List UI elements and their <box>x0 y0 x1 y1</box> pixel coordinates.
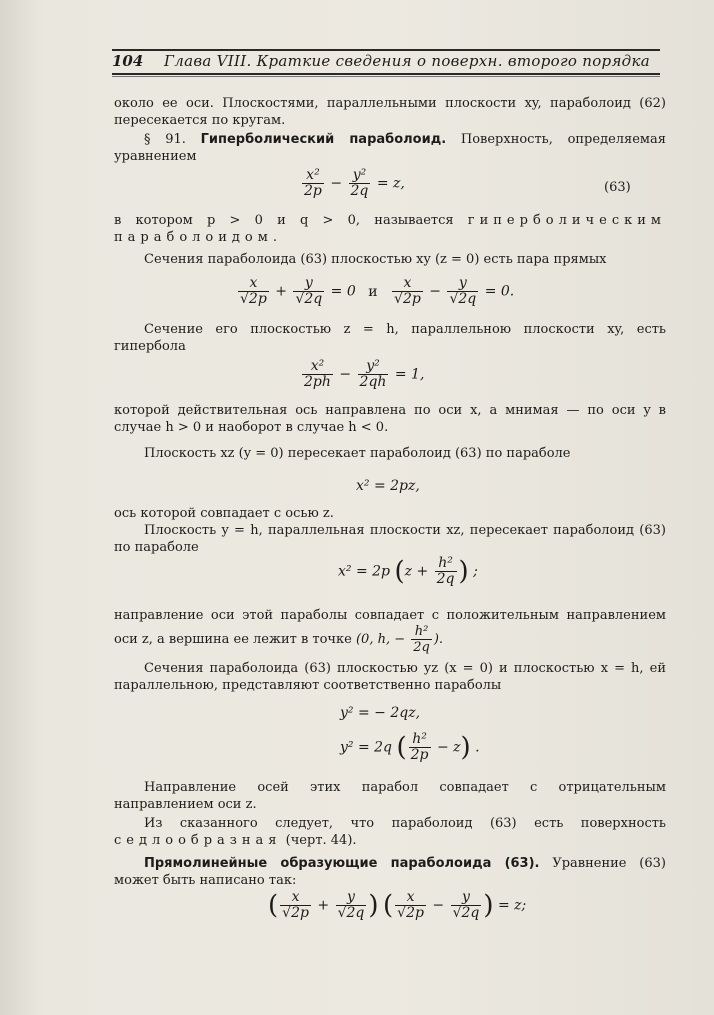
term-saddle: седлообразная <box>114 833 282 848</box>
equation-parabola-xz: x² = 2pz, <box>356 478 420 494</box>
equation-parabola-yz: y² = − 2qz, <box>340 705 421 721</box>
section-number: § 91. <box>144 132 186 147</box>
paragraph-14: Прямолинейные образующие параболоида (63). Уравнение (63) может быть написано так: <box>114 856 666 888</box>
paragraph-13: Из сказанного следует, что параболоид (63) есть поверхность седлообразная (черт. 44). <box>114 816 666 848</box>
section-title: Гиперболический параболоид. <box>200 132 447 147</box>
equation-hyperbola: $\frac{\text{x²}}{2ph}$ − $\frac{\text{y²}}{2qh}$ = 1, <box>304 358 425 390</box>
equation-parabola-xh: y² = 2q ( $\frac{\text{h²}}{2p}$ − z) . <box>340 731 480 763</box>
section-intro: Поверхность, определяемая уравнением <box>114 132 666 164</box>
paragraph-3: в котором p > 0 и q > 0, называется гиперболическим параболоидом. <box>114 213 666 245</box>
chapter-title: Глава VIII. Краткие сведения о поверхн. второго порядка <box>164 52 650 70</box>
paragraph-10: направление оси этой параболы совпадает с положительным направлением оси z, а вершина ее лежит в точке (0, h, − $\frac{\text{h²}}{2q}$ ). <box>114 608 666 655</box>
paragraph-5: Сечение его плоскостью z = h, параллельною плоскости xy, есть гипербола <box>114 322 666 354</box>
paragraph-7: Плоскость xz (y = 0) пересекает параболоид (63) по параболе <box>144 446 571 461</box>
subsection-title: Прямолинейные образующие параболоида (63). <box>144 856 540 871</box>
equation-factored: ( $\frac{x}{√2p}$ + $\frac{y}{√2q}$ ) ( $\frac{x}{√2p}$ − $\frac{y}{√2q}$ ) = z; <box>268 889 527 921</box>
paragraph-4: Сечения параболоида (63) плоскостью xy (z = 0) есть пара прямых <box>144 252 607 267</box>
equation-lines: $\frac{x}{√2p}$ + $\frac{y}{√2q}$ = 0 и $\frac{x}{√2p}$ − $\frac{y}{√2q}$ = 0. <box>240 275 515 307</box>
section-91-heading <box>114 131 666 165</box>
term-hyperbolic-paraboloid: гиперболическим параболоидом. <box>114 213 666 245</box>
equation-63: $\frac{\text{x²}}{2p}$ − $\frac{\text{y²}}{2q}$ = z, <box>304 167 405 199</box>
paragraph-11: Сечения параболоида (63) плоскостью yz (x = 0) и плоскостью x = h, ей параллельною, представляют соответственно параболы <box>114 661 666 693</box>
equation-number-63: (63) <box>604 180 631 195</box>
paragraph-1: около ее оси. Плоскостями, параллельными плоскости xy, параболоид (62) пересекается по кругам. <box>114 96 666 128</box>
equation-parabola-yh: x² = 2p (z + $\frac{\text{h²}}{2q}$ ) ; <box>338 555 478 587</box>
running-header <box>112 49 660 75</box>
paragraph-12: Направление осей этих парабол совпадает с отрицательным направлением оси z. <box>114 780 666 812</box>
paragraph-8: ось которой совпадает с осью z. <box>114 506 334 521</box>
paragraph-6: которой действительная ось направлена по оси x, а мнимая — по оси y в случае h > 0 и наоборот в случае h < 0. <box>114 403 666 435</box>
vertex-point: (0, h, − $\frac{\text{h²}}{2q}$ ). <box>355 624 444 655</box>
header-rule <box>112 76 660 77</box>
page-number: 104 <box>112 52 144 70</box>
paragraph-9: Плоскость y = h, параллельная плоскости xz, пересекает параболоид (63) по параболе <box>114 523 666 555</box>
